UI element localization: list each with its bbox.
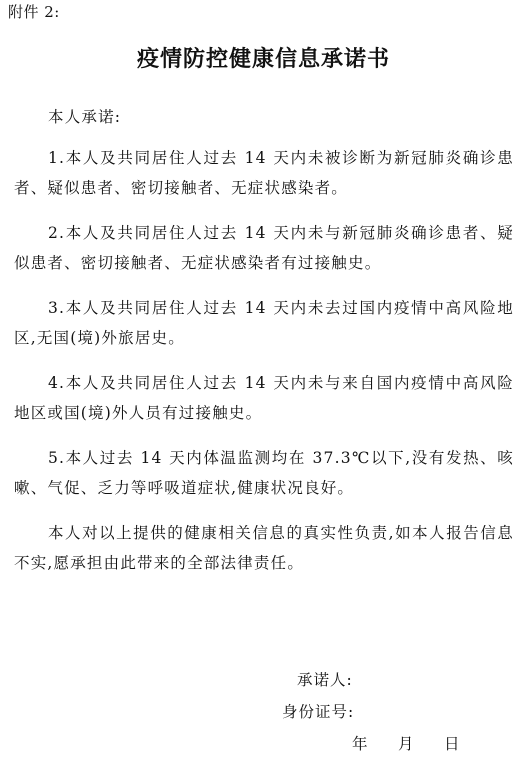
date-day-label: 日: [444, 735, 460, 753]
commitment-item-3: 3.本人及共同居住人过去 14 天内未去过国内疫情中高风险地区,无国(境)外旅居史。: [14, 299, 514, 347]
date-month-label: 月: [398, 735, 414, 753]
commitment-item-1: 1.本人及共同居住人过去 14 天内未被诊断为新冠肺炎确诊患者、疑似患者、密切接触者、无症状感染者。: [14, 149, 514, 197]
attachment-label: 附件 2:: [8, 3, 60, 21]
document-title: 疫情防控健康信息承诺书: [136, 46, 390, 72]
signer-label: 承诺人:: [297, 671, 353, 689]
commitment-item-4: 4.本人及共同居住人过去 14 天内未与来自国内疫情中高风险地区或国(境)外人员有过接触史。: [14, 374, 514, 422]
date-year-label: 年: [352, 735, 368, 753]
intro-text: 本人承诺:: [48, 108, 122, 126]
closing-statement: 本人对以上提供的健康相关信息的真实性负责,如本人报告信息不实,愿承担由此带来的全部法律责任。: [14, 524, 514, 572]
id-number-label: 身份证号:: [282, 703, 355, 721]
commitment-item-5: 5.本人过去 14 天内体温监测均在 37.3℃以下,没有发热、咳嗽、气促、乏力等呼吸道症状,健康状况良好。: [14, 449, 514, 497]
commitment-item-2: 2.本人及共同居住人过去 14 天内未与新冠肺炎确诊患者、疑似患者、密切接触者、无症状感染者有过接触史。: [14, 224, 514, 272]
